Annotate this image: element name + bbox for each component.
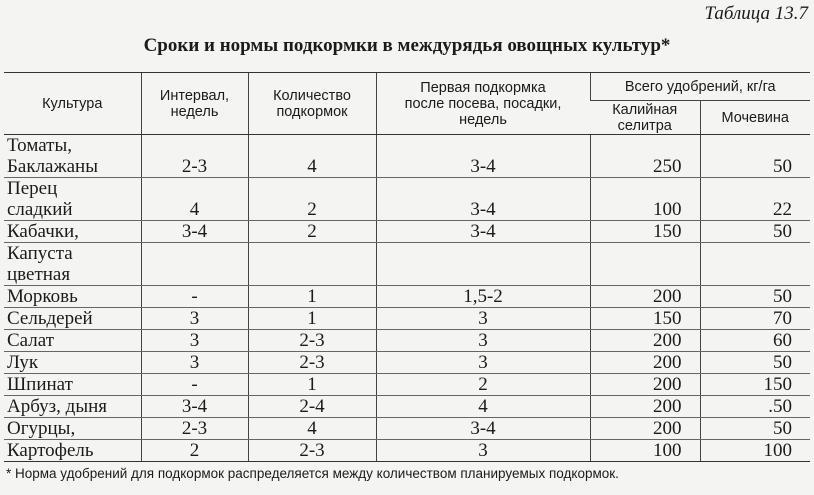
cell-urea: 150 — [700, 374, 810, 396]
cell-interval — [141, 135, 248, 157]
cell-crop: Салат — [4, 330, 141, 352]
cell-crop: Томаты, — [7, 135, 72, 156]
cell-interval: - — [141, 374, 248, 396]
cell-count — [248, 135, 376, 157]
cell-crop: Сельдерей — [4, 308, 141, 330]
cell-first-feeding — [376, 243, 590, 265]
cell-urea: 100 — [700, 440, 810, 462]
cell-urea — [700, 178, 810, 200]
cell-urea: 70 — [700, 308, 810, 330]
cell-interval: 2-3 — [141, 418, 248, 440]
table-row — [4, 396, 810, 418]
cell-crop: Капуста — [7, 243, 73, 264]
table-row — [4, 199, 810, 221]
cell-first-feeding: 3 — [376, 440, 590, 462]
cell-crop: Огурцы, — [4, 418, 141, 440]
cell-potassium-nitrate: 100 — [590, 199, 700, 221]
cell-count: 1 — [248, 308, 376, 330]
table-title: Сроки и нормы подкормки в междурядья овощных культур* — [143, 35, 671, 56]
cell-interval: 3 — [141, 352, 248, 374]
table-row — [4, 178, 810, 200]
cell-first-feeding: 3 — [376, 352, 590, 374]
cell-interval — [141, 264, 248, 286]
table-row — [4, 330, 810, 352]
header-count: Количество подкормок — [248, 73, 376, 135]
table-row — [4, 440, 810, 462]
cell-interval: 3-4 — [141, 221, 248, 243]
cell-count: 2-3 — [248, 440, 376, 462]
table-row — [4, 286, 810, 308]
cell-first-feeding — [376, 135, 590, 157]
cell-count: 2-4 — [248, 396, 376, 418]
table-body — [4, 135, 810, 462]
header-potassium-nitrate: Калийная селитра — [590, 101, 700, 135]
cell-potassium-nitrate — [590, 178, 700, 200]
cell-crop: сладкий — [4, 199, 141, 221]
cell-potassium-nitrate — [590, 264, 700, 286]
table-row — [4, 221, 810, 243]
table-row — [4, 374, 810, 396]
cell-interval: 4 — [141, 199, 248, 221]
cell-crop: Баклажаны — [4, 156, 141, 178]
header-first-feeding: Первая подкормка после посева, посадки, недель — [376, 73, 590, 135]
cell-potassium-nitrate: 100 — [590, 440, 700, 462]
cell-crop: Картофель — [4, 440, 141, 462]
cell-first-feeding — [376, 178, 590, 200]
cell-urea: 50 — [700, 221, 810, 243]
cell-urea: 50 — [700, 156, 810, 178]
cell-potassium-nitrate: 200 — [590, 374, 700, 396]
cell-interval: 3-4 — [141, 396, 248, 418]
cell-count: 4 — [248, 418, 376, 440]
cell-count: 2-3 — [248, 352, 376, 374]
cell-potassium-nitrate: 150 — [590, 221, 700, 243]
cell-first-feeding: 2 — [376, 374, 590, 396]
cell-first-feeding: 3-4 — [376, 156, 590, 178]
cell-interval: 3 — [141, 308, 248, 330]
cell-crop: Арбуз, дыня — [4, 396, 141, 418]
cell-crop: Кабачки, — [4, 221, 141, 243]
table-row — [4, 352, 810, 374]
table-row — [4, 264, 810, 286]
cell-count: 1 — [248, 286, 376, 308]
cell-potassium-nitrate: 200 — [590, 330, 700, 352]
cell-urea — [700, 135, 810, 157]
cell-potassium-nitrate: 200 — [590, 418, 700, 440]
header-crop: Культура — [4, 73, 141, 135]
cell-count: 2 — [248, 221, 376, 243]
cell-potassium-nitrate — [590, 135, 700, 157]
cell-potassium-nitrate: 200 — [590, 396, 700, 418]
cell-urea: 22 — [700, 199, 810, 221]
cell-urea: 50 — [700, 418, 810, 440]
table-row — [4, 308, 810, 330]
cell-first-feeding: 3 — [376, 308, 590, 330]
cell-urea: .50 — [700, 396, 810, 418]
cell-urea — [700, 243, 810, 265]
cell-first-feeding: 1,5-2 — [376, 286, 590, 308]
cell-potassium-nitrate: 150 — [590, 308, 700, 330]
cell-first-feeding: 3-4 — [376, 418, 590, 440]
cell-crop: Морковь — [4, 286, 141, 308]
cell-urea: 50 — [700, 286, 810, 308]
cell-urea: 50 — [700, 352, 810, 374]
cell-potassium-nitrate — [590, 243, 700, 265]
cell-count: 4 — [248, 156, 376, 178]
cell-potassium-nitrate: 200 — [590, 352, 700, 374]
cell-potassium-nitrate: 250 — [590, 156, 700, 178]
cell-urea: 60 — [700, 330, 810, 352]
table-row — [4, 418, 810, 440]
cell-crop: Лук — [4, 352, 141, 374]
cell-interval — [141, 178, 248, 200]
cell-first-feeding: 3-4 — [376, 199, 590, 221]
cell-first-feeding — [376, 264, 590, 286]
header-urea: Мочевина — [700, 101, 810, 135]
header-total-fertilizer: Всего удобрений, кг/га — [590, 73, 810, 101]
footnote: * Норма удобрений для подкормок распределяется между количеством планируемых подкормок. — [6, 466, 619, 481]
cell-interval — [141, 243, 248, 265]
cell-count: 2 — [248, 199, 376, 221]
table-row — [4, 156, 810, 178]
cell-urea — [700, 264, 810, 286]
cell-first-feeding: 4 — [376, 396, 590, 418]
cell-crop: Перец — [7, 178, 58, 199]
cell-count — [248, 178, 376, 200]
header-interval: Интервал, недель — [141, 73, 248, 135]
cell-count — [248, 243, 376, 265]
table-row — [4, 135, 810, 157]
cell-crop: цветная — [4, 264, 141, 286]
cell-first-feeding: 3 — [376, 330, 590, 352]
cell-interval: - — [141, 286, 248, 308]
fertilizer-table — [4, 72, 810, 462]
cell-interval: 2 — [141, 440, 248, 462]
cell-count: 1 — [248, 374, 376, 396]
cell-potassium-nitrate: 200 — [590, 286, 700, 308]
cell-interval: 2-3 — [141, 156, 248, 178]
cell-crop: Шпинат — [4, 374, 141, 396]
cell-count — [248, 264, 376, 286]
cell-interval: 3 — [141, 330, 248, 352]
table-row — [4, 243, 810, 265]
cell-first-feeding: 3-4 — [376, 221, 590, 243]
table-number: Таблица 13.7 — [704, 3, 808, 24]
cell-count: 2-3 — [248, 330, 376, 352]
